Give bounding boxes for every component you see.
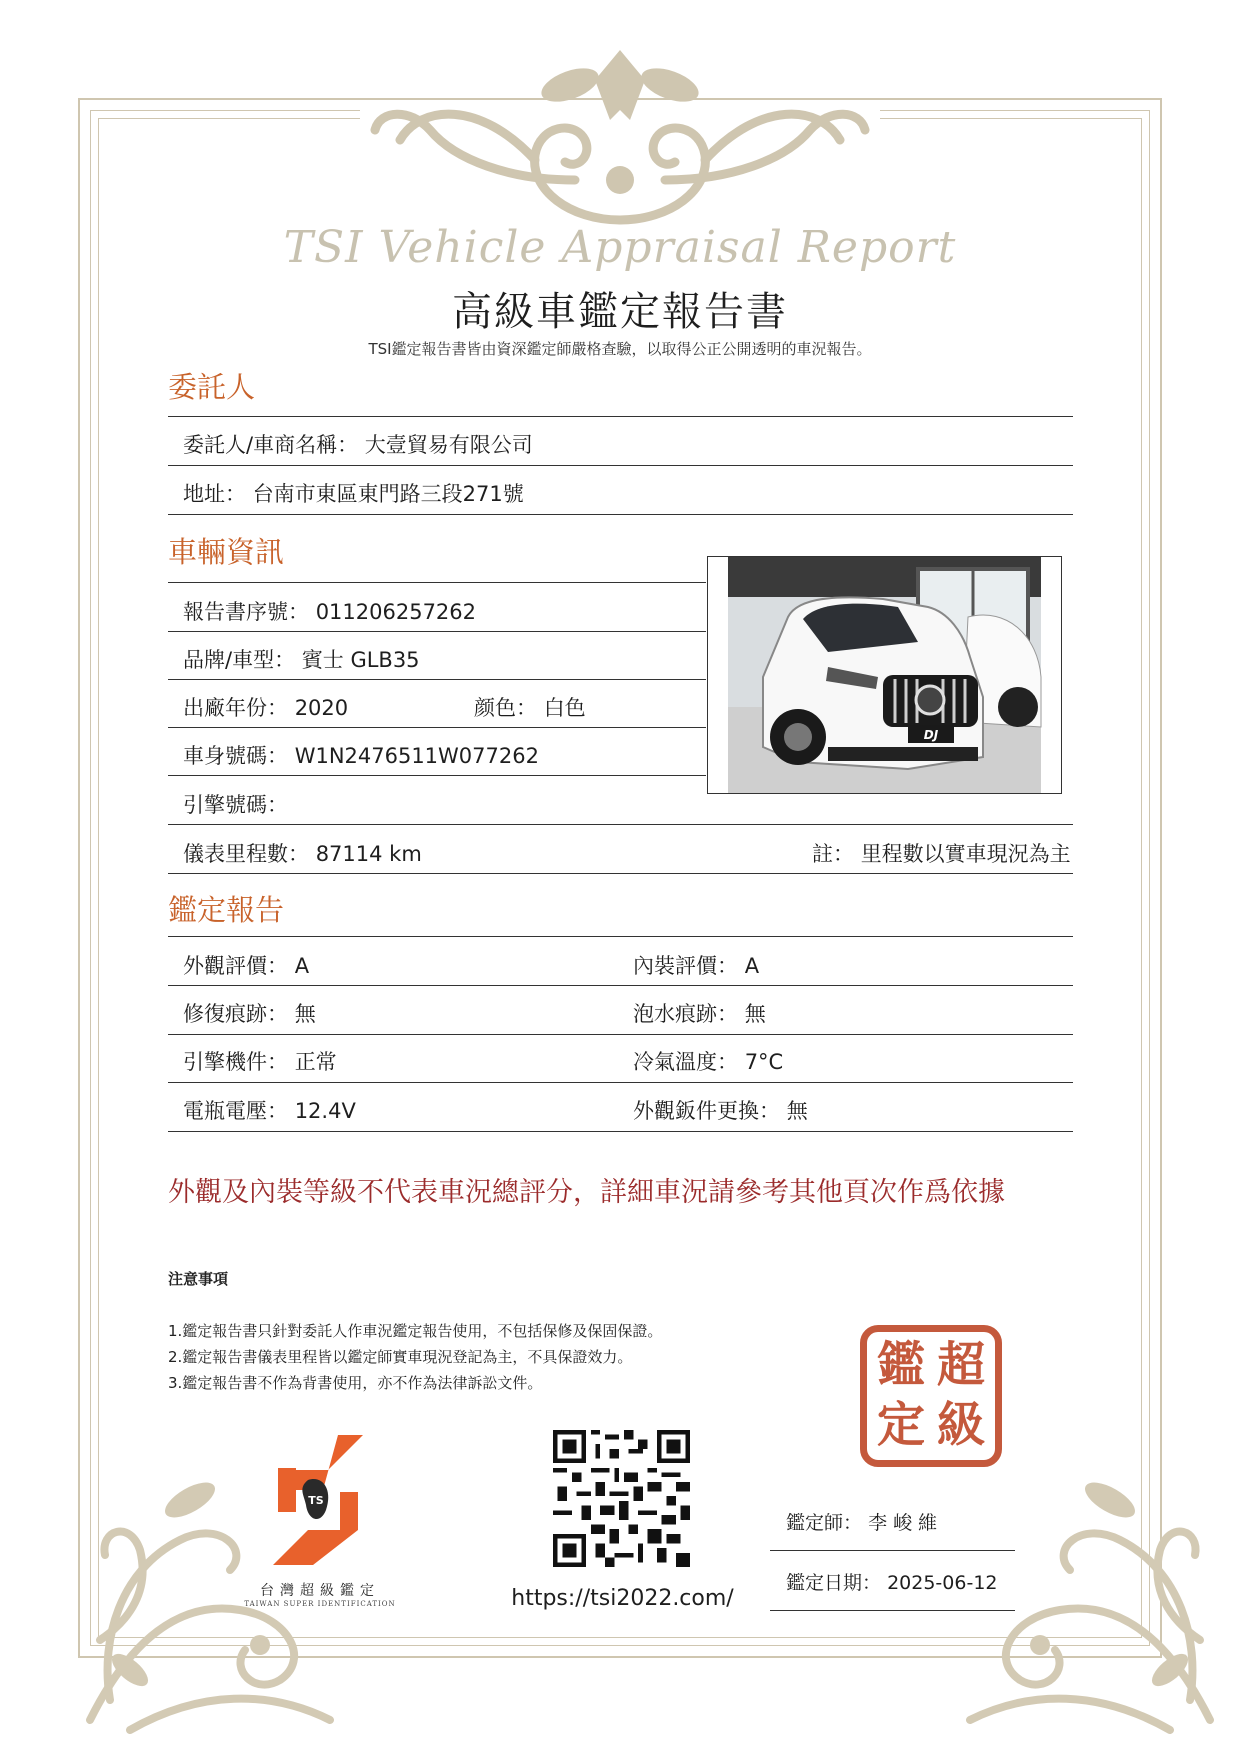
logo-name-en: TAIWAN SUPER IDENTIFICATION (244, 1600, 396, 1608)
brand-value: 賓士 GLB35 (301, 648, 420, 672)
mileage-note (812, 838, 1071, 868)
top-ornament (360, 30, 880, 250)
panel-row (633, 1095, 808, 1125)
date-row (786, 1568, 998, 1595)
interior-label: 內裝評價 ： (633, 954, 738, 978)
divider (168, 582, 706, 583)
logo-mark-text: TS (308, 1494, 324, 1507)
date-value: 2025-06-12 (887, 1572, 998, 1594)
ac-value: 7°C (744, 1050, 784, 1074)
notes-title: 注意事項 (168, 1270, 229, 1288)
divider (168, 727, 706, 728)
repair-value: 無 (294, 1002, 316, 1026)
flood-value: 無 (744, 1002, 766, 1026)
qr-code[interactable] (553, 1430, 690, 1567)
engine-row (183, 1046, 337, 1076)
client-name-value: 大壹貿易有限公司 (364, 433, 533, 457)
divider (168, 631, 706, 632)
brand-label: 品牌/車型 ： (183, 648, 295, 672)
divider (168, 416, 1073, 417)
year-value: 2020 (294, 696, 349, 720)
seal-char: 級 (936, 1397, 985, 1453)
mileage-note-value: 里程數以實車現況為主 (860, 842, 1071, 866)
ac-label: 冷氣溫度 ： (633, 1050, 738, 1074)
divider (168, 775, 706, 776)
report-section-title: 鑑定報告 (168, 893, 285, 927)
date-line (770, 1610, 1015, 1611)
client-section-title: 委託人 (168, 370, 256, 404)
client-address-label: 地址 ： (183, 482, 246, 506)
client-address-value: 台南市東區東門路三段271號 (252, 482, 524, 506)
divider (168, 936, 1073, 937)
car-illustration (708, 557, 1061, 793)
interior-row (633, 950, 759, 980)
panel-value: 無 (786, 1099, 808, 1123)
divider (168, 514, 1073, 515)
exterior-value: A (294, 954, 310, 978)
appraiser-label: 鑑定師 ： (786, 1512, 862, 1534)
plate-text: DJ (923, 728, 939, 742)
flood-label: 泡水痕跡 ： (633, 1002, 738, 1026)
vehicle-photo (707, 556, 1062, 794)
tsi-logo-icon (268, 1430, 368, 1570)
divider (168, 824, 1073, 825)
appraisal-seal (860, 1325, 1002, 1467)
repair-row (183, 998, 316, 1028)
client-name-label: 委託人/車商名稱 ： (183, 433, 358, 457)
panel-label: 外觀鈑件更換 ： (633, 1099, 780, 1123)
date-label: 鑑定日期 ： (786, 1572, 881, 1594)
vin-label: 車身號碼 ： (183, 744, 288, 768)
engine-value: 正常 (294, 1050, 337, 1074)
grade-disclaimer: 外觀及內裝等級不代表車況總評分，詳細車況請參考其他頁次作爲依據 (168, 1177, 1005, 1208)
appraiser-value: 李 峻 維 (868, 1512, 938, 1534)
note-item: 3.鑑定報告書不作為背書使用，亦不作為法律訴訟文件。 (168, 1374, 543, 1392)
vin-value: W1N2476511W077262 (294, 744, 539, 768)
divider (168, 465, 1073, 466)
divider (168, 873, 1073, 874)
engine-no-label: 引擎號碼 ： (183, 793, 288, 817)
year-row (183, 692, 348, 722)
logo-name: 台灣超級鑑定 (260, 1583, 380, 1599)
report-no-value: 011206257262 (315, 600, 477, 624)
mileage-label: 儀表里程數 ： (183, 842, 309, 866)
signature-line (770, 1550, 1015, 1551)
year-label: 出廠年份 ： (183, 696, 288, 720)
client-name-row (183, 429, 533, 459)
note-item: 2.鑑定報告書儀表里程皆以鑑定師實車現況登記為主，不具保證效力。 (168, 1348, 633, 1366)
mileage-row (183, 838, 422, 868)
report-no-label: 報告書序號 ： (183, 600, 309, 624)
battery-value: 12.4V (294, 1099, 356, 1123)
seal-char: 定 (876, 1397, 925, 1453)
vin-row (183, 740, 539, 770)
mileage-value: 87114 km (315, 842, 422, 866)
report-watermark: TSI Vehicle Appraisal Report (283, 222, 957, 273)
exterior-label: 外觀評價 ： (183, 954, 288, 978)
mileage-note-label: 註 ： (812, 842, 854, 866)
appraiser-row (786, 1508, 937, 1535)
client-address-row (183, 478, 524, 508)
divider (168, 679, 706, 680)
vehicle-section-title: 車輛資訊 (168, 535, 285, 569)
seal-char: 鑑 (876, 1337, 925, 1393)
color-value: 白色 (543, 696, 586, 720)
divider (168, 1131, 1073, 1132)
ac-row (633, 1046, 783, 1076)
color-row (474, 692, 586, 722)
engine-no-row (183, 789, 288, 819)
interior-value: A (744, 954, 760, 978)
divider (168, 1082, 1073, 1083)
divider (168, 1034, 1073, 1035)
flood-row (633, 998, 766, 1028)
repair-label: 修復痕跡 ： (183, 1002, 288, 1026)
color-label: 颜色 ： (474, 696, 537, 720)
engine-label: 引擎機件 ： (183, 1050, 288, 1074)
report-title: 高級車鑑定報告書 (452, 289, 788, 335)
report-no-row (183, 596, 476, 626)
seal-char: 超 (936, 1337, 985, 1393)
brand-row (183, 644, 420, 674)
exterior-row (183, 950, 309, 980)
report-subtitle: TSI鑑定報告書皆由資深鑑定師嚴格查驗，以取得公正公開透明的車況報告。 (368, 340, 872, 358)
website-link[interactable]: https://tsi2022.com/ (511, 1586, 734, 1611)
divider (168, 985, 1073, 986)
battery-label: 電瓶電壓 ： (183, 1099, 288, 1123)
battery-row (183, 1095, 356, 1125)
note-item: 1.鑑定報告書只針對委託人作車況鑑定報告使用，不包括保修及保固保證。 (168, 1322, 663, 1340)
